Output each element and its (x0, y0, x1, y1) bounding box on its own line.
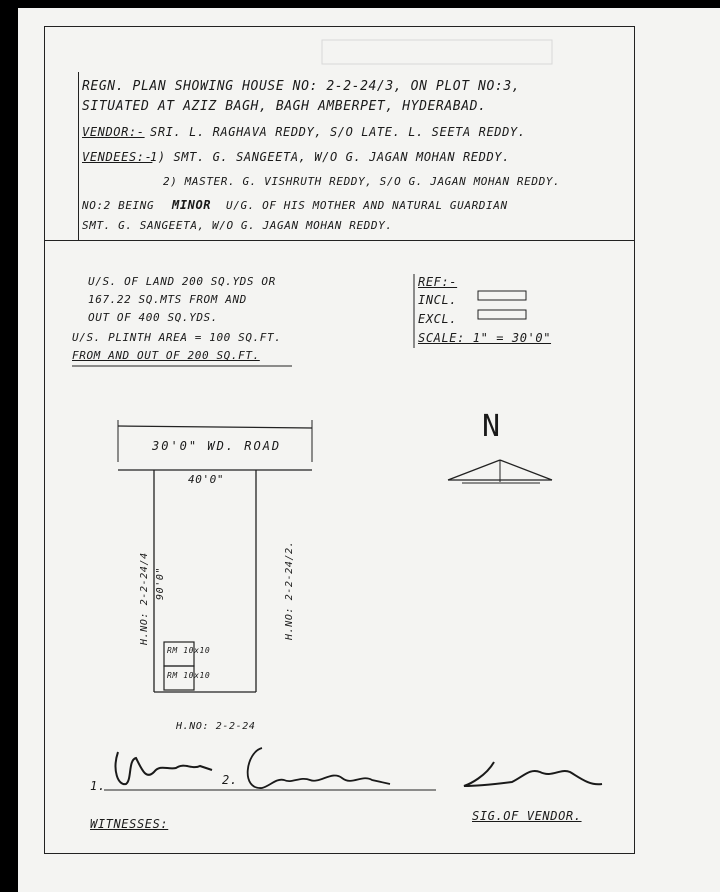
north-arrow-icon (448, 460, 552, 483)
minor-word: MINOR (172, 198, 212, 212)
vendee-2: 2) MASTER. G. VISHRUTH REDDY, S/O G. JAGAN MOHAN REDDY. (163, 175, 561, 188)
scale-label: SCALE: 1" = 30'0" (418, 331, 552, 345)
title-line-1: REGN. PLAN SHOWING HOUSE NO: 2-2-24/3, ON PLOT NO:3, (82, 79, 521, 94)
vendee-1: 1) SMT. G. SANGEETA, W/O G. JAGAN MOHAN REDDY. (150, 150, 510, 164)
guardian-line: SMT. G. SANGEETA, W/O G. JAGAN MOHAN REDDY. (82, 219, 393, 232)
vendees-label: VENDEES:- (82, 150, 153, 164)
witness-1-signature (116, 752, 212, 784)
room-1-label: RM 10x10 (167, 646, 211, 655)
right-neighbour-label: H.NO: 2-2-24/2. (284, 540, 295, 640)
room-1-outline (164, 642, 194, 666)
excl-label: EXCL. (418, 312, 458, 326)
vendor-signature (464, 762, 602, 786)
faint-stamp (322, 40, 552, 64)
road-label: 30'0" WD. ROAD (152, 439, 282, 453)
left-neighbour-label: H.NO: 2-2-24/4 (139, 552, 150, 645)
land-line-5: FROM AND OUT OF 200 SQ.FT. (72, 349, 260, 362)
plot-outline (154, 470, 256, 692)
plot-width-label: 40'0" (188, 473, 225, 486)
minor-suffix: U/G. OF HIS MOTHER AND NATURAL GUARDIAN (226, 199, 508, 212)
witness-1-number: 1. (90, 779, 106, 793)
room-2-label: RM 10x10 (167, 671, 211, 680)
witness-2-signature (248, 748, 390, 788)
witness-2-number: 2. (222, 773, 238, 787)
vendor-label: VENDOR:- (82, 125, 145, 139)
land-line-3: OUT OF 400 SQ.YDS. (88, 311, 219, 324)
room-2-outline (164, 666, 194, 690)
minor-prefix: NO:2 BEING (82, 199, 155, 212)
land-line-4: U/S. PLINTH AREA = 100 SQ.FT. (72, 331, 282, 344)
witnesses-label: WITNESSES: (90, 817, 169, 831)
north-label: N (482, 409, 501, 444)
ref-label: REF:- (418, 275, 458, 289)
title-line-2: SITUATED AT AZIZ BAGH, BAGH AMBERPET, HYDERABAD. (82, 99, 487, 114)
road-outline (118, 420, 312, 470)
vendor-signature-label: SIG.OF VENDOR. (472, 809, 582, 823)
land-line-1: U/S. OF LAND 200 SQ.YDS OR (88, 275, 276, 288)
plot-length-label: 90'0" (155, 566, 166, 600)
bottom-neighbour-label: H.NO: 2-2-24 (176, 721, 256, 732)
land-line-2: 167.22 SQ.MTS FROM AND (88, 293, 247, 306)
incl-legend-box (478, 291, 526, 300)
vendor-text: SRI. L. RAGHAVA REDDY, S/O LATE. L. SEETA REDDY. (150, 125, 526, 139)
incl-label: INCL. (418, 293, 458, 307)
excl-legend-box (478, 310, 526, 319)
